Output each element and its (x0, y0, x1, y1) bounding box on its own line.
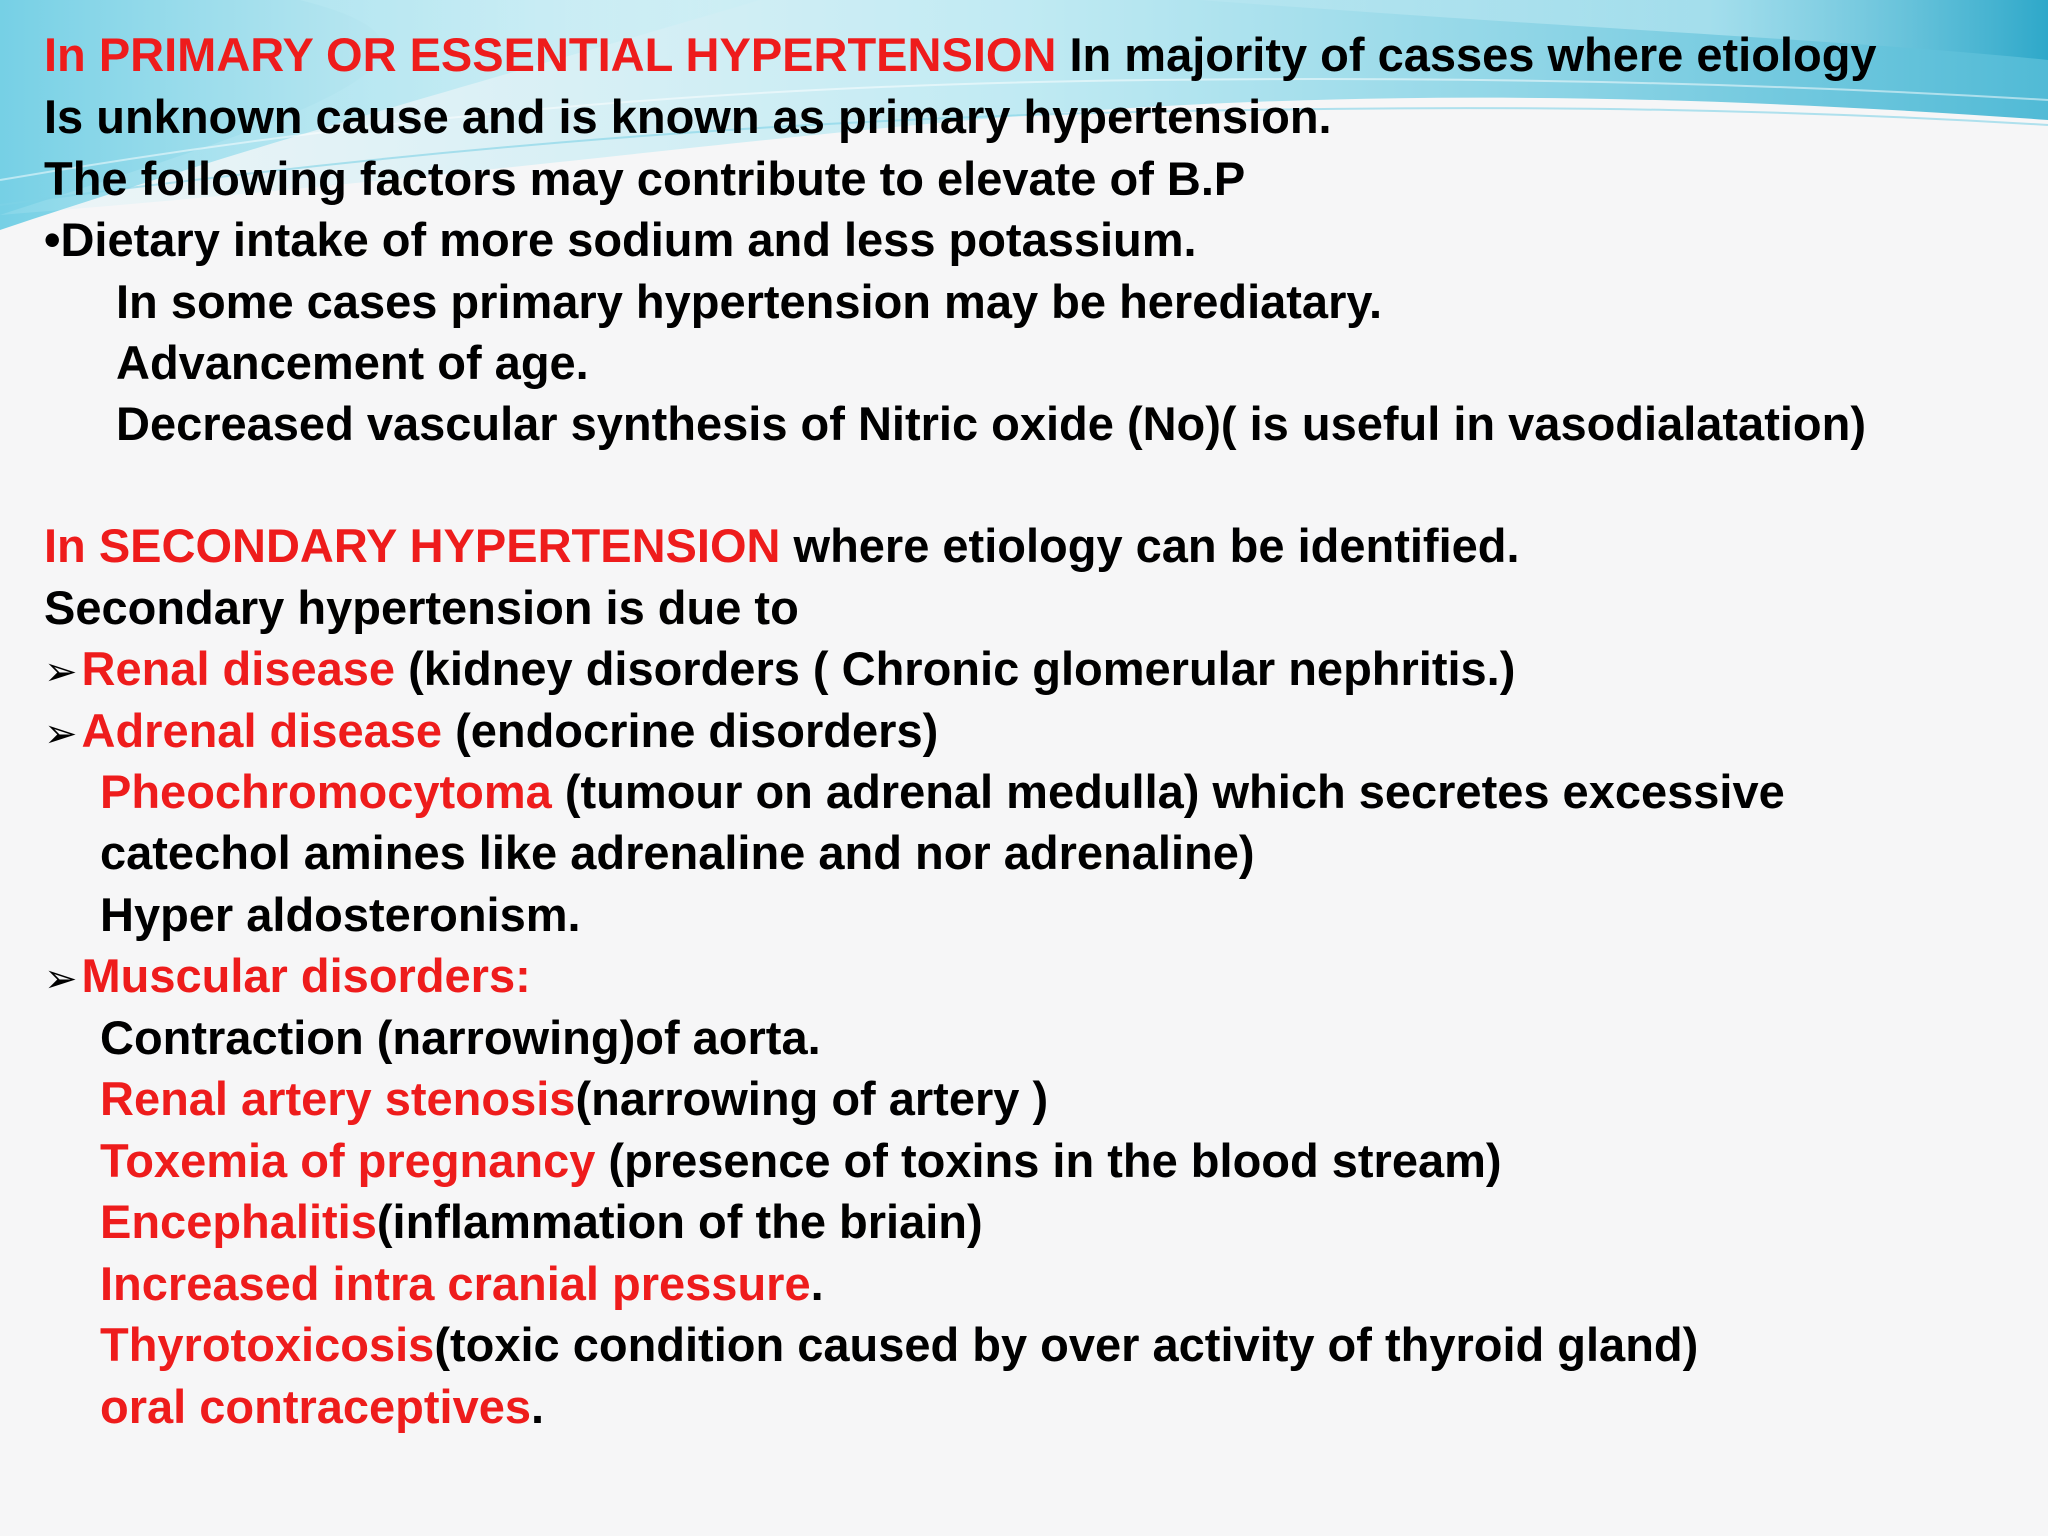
adrenal-rest: (endocrine disorders) (442, 704, 939, 757)
factor-text: Dietary intake of more sodium and less potassium. (60, 213, 1197, 266)
cause-muscular-disorders (44, 945, 531, 1010)
pheo-red: Pheochromocytoma (100, 765, 552, 818)
factor-item-nitric-oxide: Decreased vascular synthesis of Nitric oxide (No)( is useful in vasodialatation) (116, 397, 1866, 450)
secondary-heading (44, 515, 1520, 577)
adrenal-red: Adrenal disease (81, 704, 443, 757)
primary-line-3: The following factors may contribute to elevate of B.P (44, 152, 1246, 205)
icp-rest: . (810, 1257, 824, 1310)
cause-adrenal-disease (44, 700, 938, 765)
adrenal-pheochromocytoma-cont: catechol amines like adrenaline and nor adrenaline) (100, 826, 1255, 879)
adrenal-pheochromocytoma (100, 761, 1785, 823)
primary-heading (44, 24, 1877, 86)
secondary-heading-rest: where etiology can be identified. (780, 519, 1520, 572)
oral-red: oral contraceptives (100, 1380, 532, 1433)
thyro-rest: (toxic condition caused by over activity of thyroid gland) (434, 1318, 1699, 1371)
secondary-intro: Secondary hypertension is due to (44, 581, 799, 634)
muscular-red: Muscular disorders: (81, 949, 531, 1002)
muscular-encephalitis (100, 1191, 983, 1253)
muscular-oral-contraceptives (100, 1376, 544, 1438)
arrow-bullet-icon: ➢ (44, 711, 78, 757)
pheo-rest: (tumour on adrenal medulla) which secretes excessive (551, 765, 1785, 818)
toxemia-red: Toxemia of pregnancy (100, 1134, 596, 1187)
muscular-toxemia (100, 1130, 1502, 1192)
primary-heading-rest: In majority of casses where etiology (1056, 28, 1877, 81)
oral-rest: . (531, 1380, 545, 1433)
factor-item-sodium (44, 209, 1197, 271)
adrenal-hyper-aldosteronism: Hyper aldosteronism. (100, 888, 581, 941)
arrow-bullet-icon: ➢ (44, 649, 78, 695)
renal-red: Renal disease (81, 642, 396, 695)
renal-rest: (kidney disorders ( Chronic glomerular nephritis.) (395, 642, 1516, 695)
stenosis-red: Renal artery stenosis (100, 1072, 576, 1125)
enceph-rest: (inflammation of the briain) (376, 1195, 983, 1248)
cause-renal-disease (44, 638, 1515, 703)
icp-red: Increased intra cranial pressure (100, 1257, 811, 1310)
bullet-dot: • (44, 213, 61, 266)
muscular-contraction-aorta: Contraction (narrowing)of aorta. (100, 1011, 821, 1064)
muscular-intra-cranial-pressure (100, 1253, 824, 1315)
factor-item-age: Advancement of age. (116, 336, 589, 389)
thyro-red: Thyrotoxicosis (100, 1318, 435, 1371)
enceph-red: Encephalitis (100, 1195, 377, 1248)
muscular-thyrotoxicosis (100, 1314, 1698, 1376)
toxemia-rest: (presence of toxins in the blood stream) (595, 1134, 1502, 1187)
muscular-renal-artery-stenosis (100, 1068, 1048, 1130)
primary-heading-red: In PRIMARY OR ESSENTIAL HYPERTENSION (44, 28, 1057, 81)
primary-line-2: Is unknown cause and is known as primary hypertension. (44, 90, 1332, 143)
arrow-bullet-icon: ➢ (44, 956, 78, 1002)
factor-item-hereditary: In some cases primary hypertension may be herediatary. (116, 275, 1383, 328)
stenosis-rest: (narrowing of artery ) (575, 1072, 1049, 1125)
secondary-heading-red: In SECONDARY HYPERTENSION (44, 519, 781, 572)
